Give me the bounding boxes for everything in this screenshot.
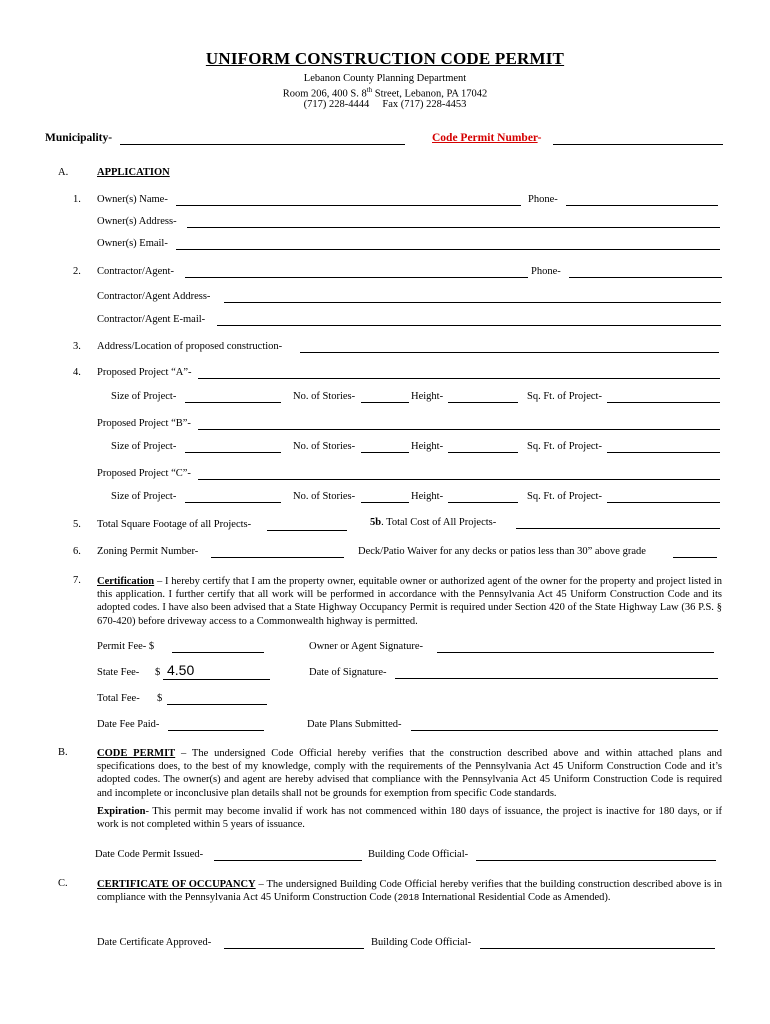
section-a-heading: APPLICATION xyxy=(97,167,170,178)
date-permit-issued-label: Date Code Permit Issued- xyxy=(95,849,204,860)
date-plans-submitted-field[interactable] xyxy=(411,729,718,731)
contractor-address-field[interactable] xyxy=(224,301,721,303)
project-c-size-label: Size of Project- xyxy=(111,491,177,502)
project-b-sqft-field[interactable] xyxy=(607,451,720,453)
project-a-height-label: Height- xyxy=(411,391,444,402)
total-sqft-field[interactable] xyxy=(267,529,347,531)
contractor-email-label: Contractor/Agent E-mail- xyxy=(97,314,206,325)
contractor-field[interactable] xyxy=(185,276,528,278)
code-permit-number-label: Code Permit Number- xyxy=(432,132,542,144)
date-plans-submitted-label: Date Plans Submitted- xyxy=(307,719,402,730)
location-label: Address/Location of proposed construction- xyxy=(97,341,283,352)
certification-paragraph: Certification – I hereby certify that I am the property owner, equitable owner or authorized agent of the owner for the property and project listed in this application. I further certify that all work will be performed in accordance with the Pennsylvania Act 45 Uniform Construction Code and its adopted codes. I have also been advised that a State Highway Occupancy Permit is required under Section 420 of the State Highway Law (36 P.S. § 670-420) before driveway access to a Commonwealth highway is permitted. xyxy=(97,576,722,627)
owner-signature-label: Owner or Agent Signature- xyxy=(309,641,424,652)
date-certificate-approved-label: Date Certificate Approved- xyxy=(97,937,212,948)
project-c-sqft-field[interactable] xyxy=(607,501,720,503)
project-c-sqft-label: Sq. Ft. of Project- xyxy=(527,491,602,502)
project-a-field[interactable] xyxy=(198,377,720,379)
item-3-number: 3. xyxy=(73,341,81,352)
project-b-stories-field[interactable] xyxy=(361,451,409,453)
total-sqft-label: Total Square Footage of all Projects- xyxy=(97,519,252,530)
project-a-size-label: Size of Project- xyxy=(111,391,177,402)
project-a-label: Proposed Project “A”- xyxy=(97,367,192,378)
form-title: UNIFORM CONSTRUCTION CODE PERMIT xyxy=(205,49,565,68)
contractor-phone-label: Phone- xyxy=(531,266,561,277)
project-b-label: Proposed Project “B”- xyxy=(97,418,191,429)
project-a-sqft-field[interactable] xyxy=(607,401,720,403)
item-2-number: 2. xyxy=(73,266,81,277)
state-fee-dollar: $ xyxy=(155,667,161,678)
project-a-sqft-label: Sq. Ft. of Project- xyxy=(527,391,602,402)
expiration-paragraph: Expiration- This permit may become invalid if work has not commenced within 180 days of issuance, the project is inactive for 180 days, or if work is not completed within 5 years of issuance. xyxy=(97,806,722,831)
state-fee-label: State Fee- xyxy=(97,667,140,678)
owner-name-field[interactable] xyxy=(176,204,521,206)
owner-phone-field[interactable] xyxy=(566,204,718,206)
section-c-letter: C. xyxy=(58,878,68,889)
item-1-number: 1. xyxy=(73,194,81,205)
building-official-field[interactable] xyxy=(480,947,715,949)
owner-address-label: Owner(s) Address- xyxy=(97,216,177,227)
owner-email-field[interactable] xyxy=(176,248,720,250)
owner-signature-field[interactable] xyxy=(437,651,714,653)
department-phone-fax: (717) 228-4444 Fax (717) 228-4453 xyxy=(303,99,467,110)
contractor-address-label: Contractor/Agent Address- xyxy=(97,291,211,302)
permit-fee-field[interactable] xyxy=(172,651,264,653)
owner-name-label: Owner(s) Name- xyxy=(97,194,168,205)
item-7-number: 7. xyxy=(73,575,81,586)
zoning-permit-field[interactable] xyxy=(211,556,344,558)
project-c-height-label: Height- xyxy=(411,491,444,502)
project-c-field[interactable] xyxy=(198,478,720,480)
project-a-size-field[interactable] xyxy=(185,401,281,403)
project-b-size-field[interactable] xyxy=(185,451,281,453)
state-fee-field[interactable] xyxy=(163,678,270,680)
project-a-stories-label: No. of Stories- xyxy=(293,391,356,402)
project-b-height-label: Height- xyxy=(411,441,444,452)
permit-fee-label: Permit Fee- $ xyxy=(97,641,155,652)
deck-waiver-label: Deck/Patio Waiver for any decks or patios less than 30” above grade xyxy=(358,546,646,557)
project-c-stories-label: No. of Stories- xyxy=(293,491,356,502)
project-a-stories-field[interactable] xyxy=(361,401,409,403)
date-of-signature-label: Date of Signature- xyxy=(309,667,387,678)
contractor-label: Contractor/Agent- xyxy=(97,266,174,277)
project-b-field[interactable] xyxy=(198,428,720,430)
contractor-email-field[interactable] xyxy=(217,324,721,326)
section-b-letter: B. xyxy=(58,747,68,758)
date-permit-issued-field[interactable] xyxy=(214,859,362,861)
project-c-label: Proposed Project “C”- xyxy=(97,468,191,479)
code-official-field[interactable] xyxy=(476,859,716,861)
code-permit-paragraph: CODE PERMIT – The undersigned Code Official hereby verifies that the construction described above and within attached plans and specifications does, to the best of my knowledge, comply with the requirements of the Pennsylvania Act 45 Uniform Construction Code and it’s adopted codes. The owner(s) and agent are hereby advised that compliance with the Pennsylvania Act 45 Uniform Construction Code is required and incomplete or inconclusive plan details shall not be grounds for exemption from specific Code standards. xyxy=(97,748,722,799)
location-field[interactable] xyxy=(300,351,719,353)
section-a-letter: A. xyxy=(58,167,69,178)
date-fee-paid-label: Date Fee Paid- xyxy=(97,719,160,730)
project-a-height-field[interactable] xyxy=(448,401,518,403)
item-5-number: 5. xyxy=(73,519,81,530)
owner-email-label: Owner(s) Email- xyxy=(97,238,168,249)
building-official-label: Building Code Official- xyxy=(371,937,472,948)
project-b-size-label: Size of Project- xyxy=(111,441,177,452)
zoning-permit-label: Zoning Permit Number- xyxy=(97,546,199,557)
date-fee-paid-field[interactable] xyxy=(168,729,264,731)
department-address: Room 206, 400 S. 8th Street, Lebanon, PA 17042 xyxy=(282,86,488,100)
department-name: Lebanon County Planning Department xyxy=(303,73,467,84)
contractor-phone-field[interactable] xyxy=(569,276,722,278)
project-b-stories-label: No. of Stories- xyxy=(293,441,356,452)
total-fee-field[interactable] xyxy=(167,703,267,705)
project-c-stories-field[interactable] xyxy=(361,501,409,503)
deck-waiver-field[interactable] xyxy=(673,556,717,558)
municipality-field[interactable] xyxy=(120,143,405,145)
owner-phone-label: Phone- xyxy=(528,194,558,205)
code-permit-number-field[interactable] xyxy=(553,143,723,145)
municipality-label: Municipality- xyxy=(45,132,113,144)
project-b-height-field[interactable] xyxy=(448,451,518,453)
project-b-sqft-label: Sq. Ft. of Project- xyxy=(527,441,602,452)
total-cost-field[interactable] xyxy=(516,527,720,529)
project-c-size-field[interactable] xyxy=(185,501,281,503)
item-4-number: 4. xyxy=(73,367,81,378)
date-of-signature-field[interactable] xyxy=(395,677,718,679)
project-c-height-field[interactable] xyxy=(448,501,518,503)
date-certificate-approved-field[interactable] xyxy=(224,947,364,949)
total-fee-dollar: $ xyxy=(157,693,163,704)
total-cost-label: 5b. Total Cost of All Projects- xyxy=(370,517,497,528)
code-official-label: Building Code Official- xyxy=(368,849,469,860)
state-fee-value[interactable]: 4.50 xyxy=(167,662,195,678)
item-6-number: 6. xyxy=(73,546,81,557)
owner-address-field[interactable] xyxy=(187,226,720,228)
total-fee-label: Total Fee- xyxy=(97,693,140,704)
certificate-paragraph: CERTIFICATE OF OCCUPANCY – The undersigned Building Code Official hereby verifies that the building construction described above is in compliance with the Pennsylvania Act 45 Uniform Construction Code (2018 International Residential Code as Amended). xyxy=(97,879,722,904)
